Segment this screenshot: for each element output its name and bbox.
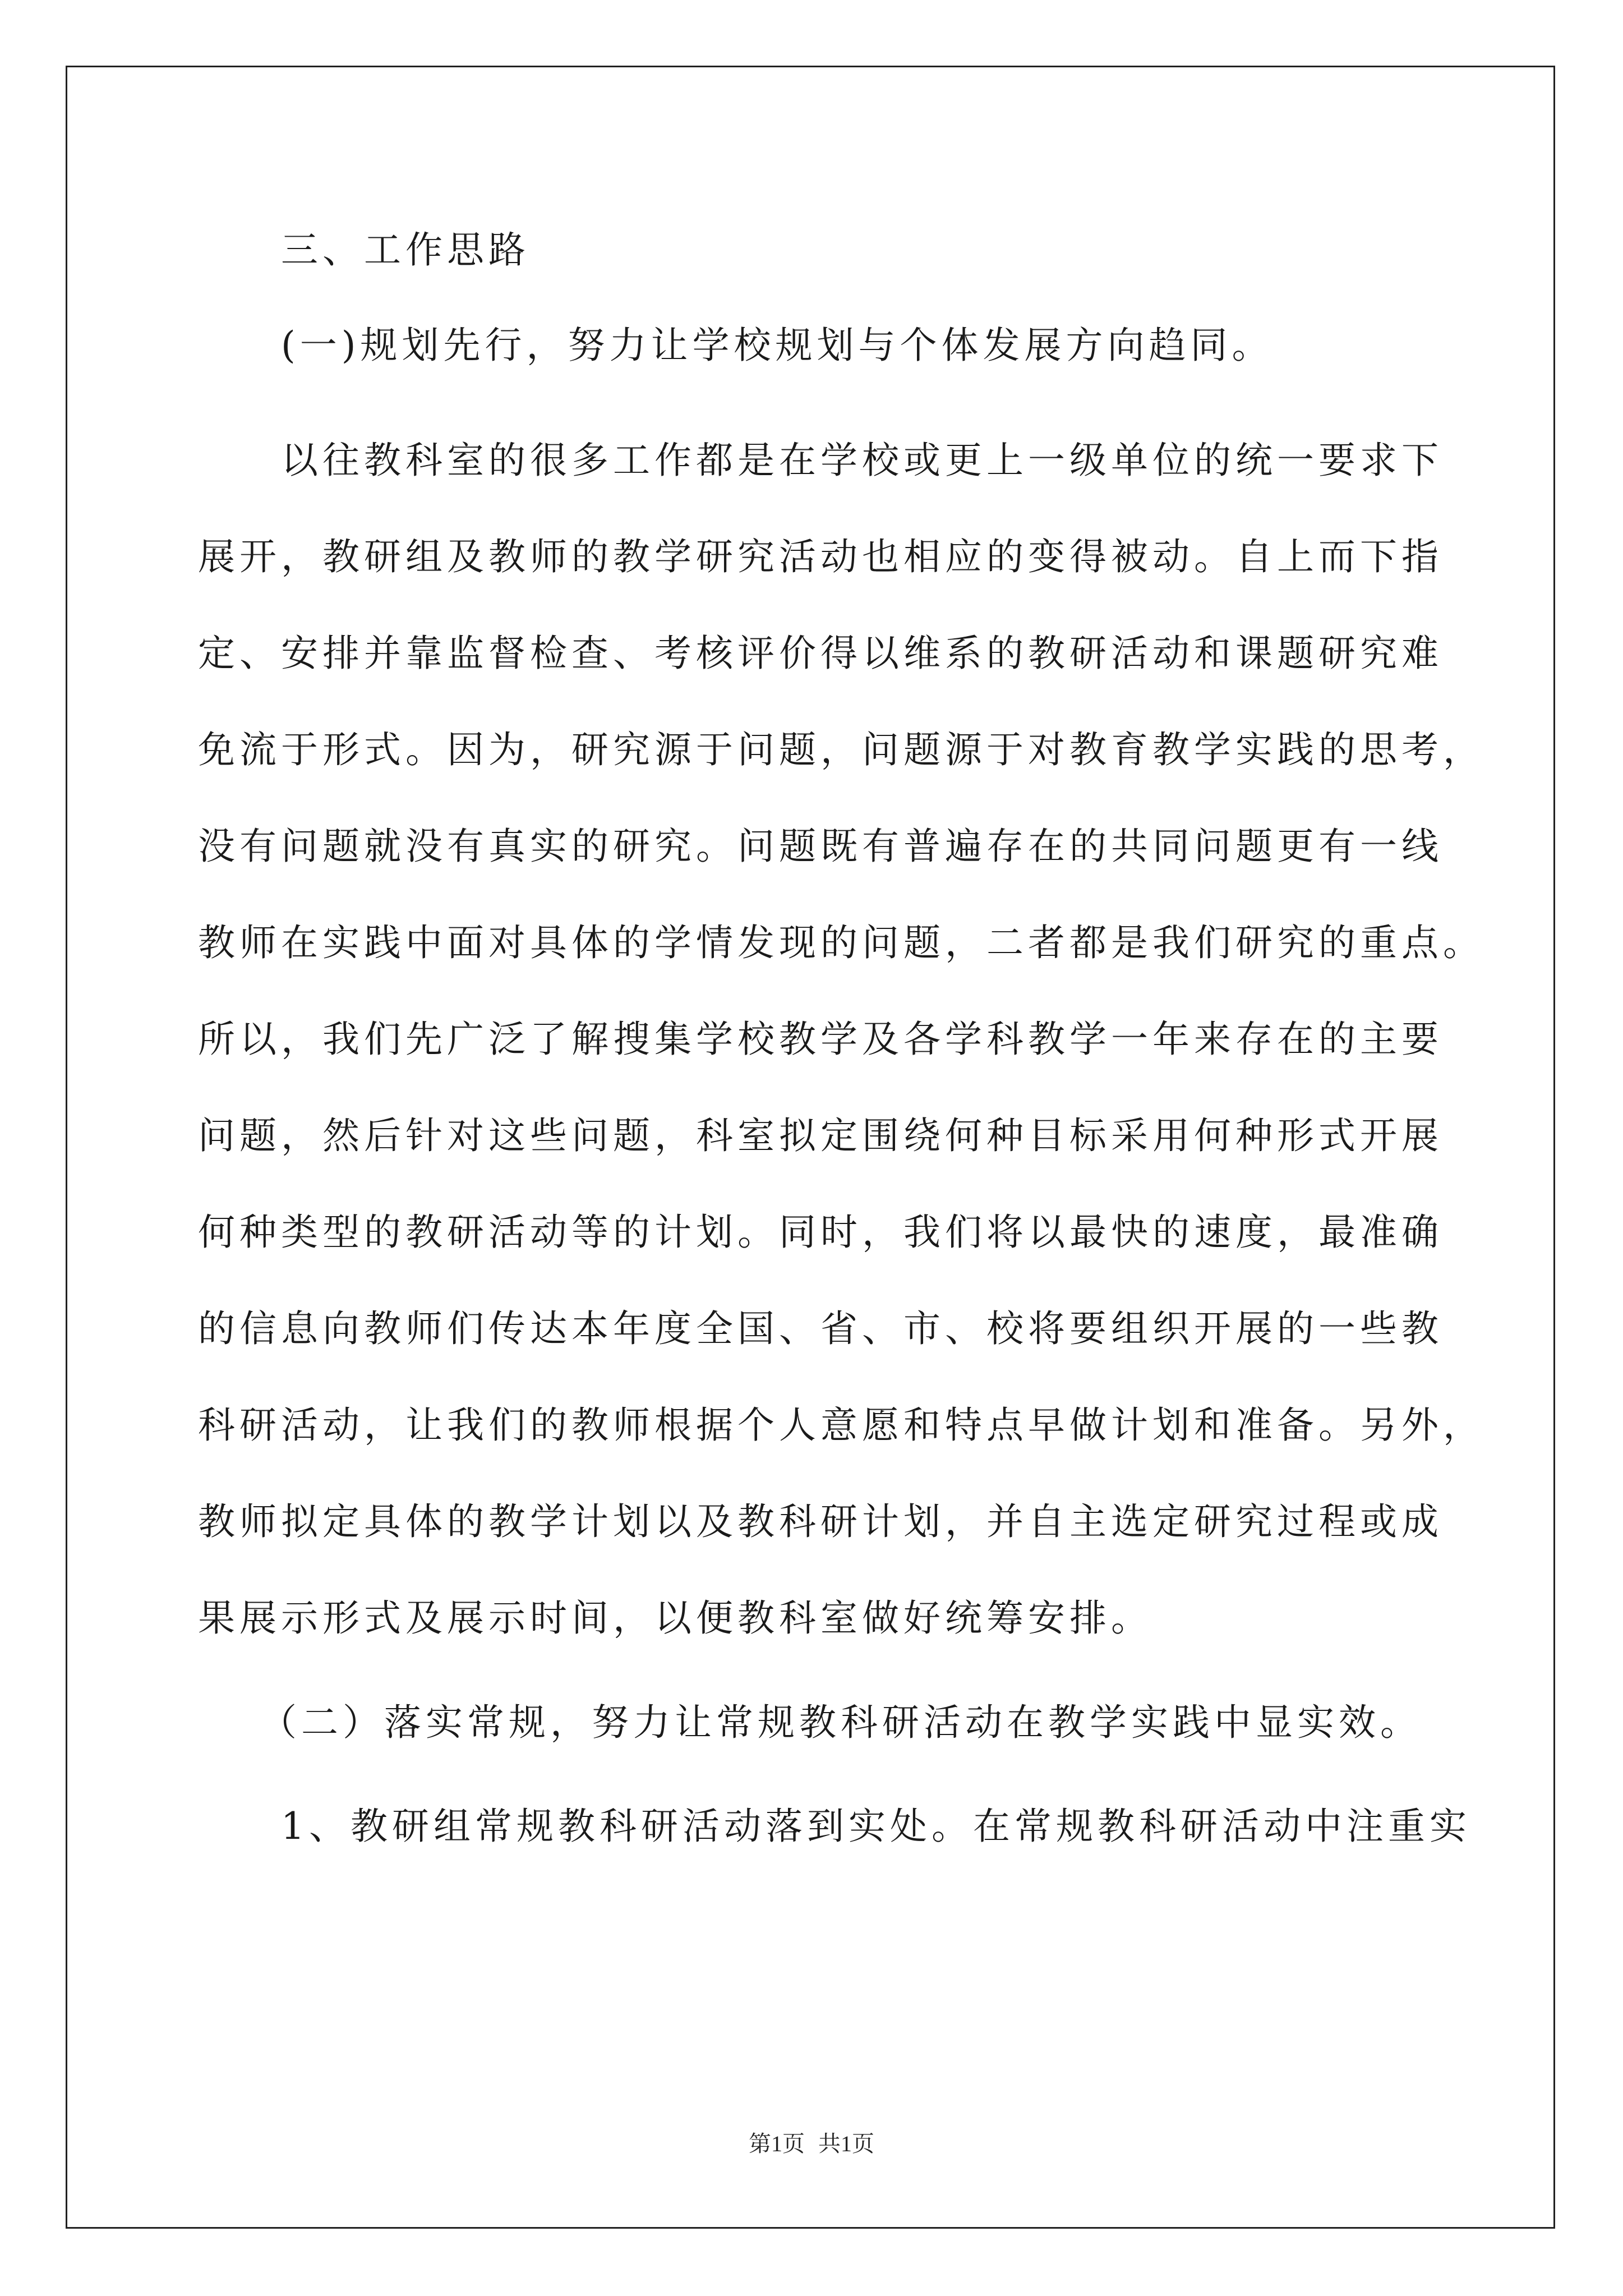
paragraph-line: 教师拟定具体的教学计划以及教科研计划，并自主选定研究过程或成 — [198, 1500, 1443, 1543]
paragraph-line: 的信息向教师们传达本年度全国、省、市、校将要组织开展的一些教 — [198, 1307, 1443, 1350]
section-2-title: （二）落实常规，努力让常规教科研活动在教学实践中显实效。 — [260, 1701, 1422, 1744]
page-count: 共1页 — [818, 2131, 874, 2156]
paragraph-line: 问题，然后针对这些问题，科室拟定围绕何种目标采用何种形式开展 — [198, 1114, 1443, 1157]
paragraph-line: 果展示形式及展示时间，以便教科室做好统筹安排。 — [198, 1596, 1152, 1640]
paragraph-line: 没有问题就没有真实的研究。问题既有普遍存在的共同问题更有一线 — [198, 825, 1443, 868]
paragraph-line: 何种类型的教研活动等的计划。同时，我们将以最快的速度，最准确 — [198, 1211, 1443, 1254]
page-footer — [0, 2126, 1623, 2158]
paragraph-line: 科研活动，让我们的教师根据个人意愿和特点早做计划和准备。另外， — [198, 1404, 1484, 1447]
paragraph-line: 教师在实践中面对具体的学情发现的问题，二者都是我们研究的重点。 — [198, 921, 1484, 964]
paragraph-line: 以往教科室的很多工作都是在学校或更上一级单位的统一要求下 — [281, 439, 1443, 482]
page-number: 第1页 — [749, 2131, 805, 2156]
paragraph-line: 定、安排并靠监督检查、考核评价得以维系的教研活动和课题研究难 — [198, 632, 1443, 675]
section-heading: 三、工作思路 — [281, 228, 530, 272]
section-1-title: (一)规划先行，努力让学校规划与个体发展方向趋同。 — [281, 324, 1274, 367]
item-1-line: 1、教研组常规教科研活动落到实处。在常规教科研活动中注重实 — [281, 1805, 1471, 1848]
paragraph-line: 免流于形式。因为，研究源于问题，问题源于对教育教学实践的思考， — [198, 728, 1484, 771]
paragraph-line: 展开，教研组及教师的教学研究活动也相应的变得被动。自上而下指 — [198, 535, 1443, 578]
paragraph-line: 所以，我们先广泛了解搜集学校教学及各学科教学一年来存在的主要 — [198, 1018, 1443, 1061]
